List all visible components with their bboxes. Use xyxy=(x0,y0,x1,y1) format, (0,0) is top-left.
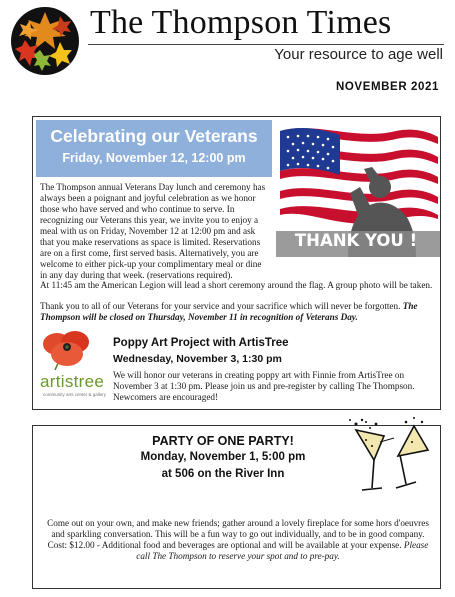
tagline: Your resource to age well xyxy=(274,46,443,63)
poppy-paragraph: We will honor our veterans in creating poppy art with Finnie from ArtisTree on November 3 at 1:30 pm. Please join us and pre-register by calling The Thompson. Newcomers are encouraged! xyxy=(113,370,415,402)
veterans-date: Friday, November 12, 12:00 pm xyxy=(62,151,246,165)
party-date: Monday, November 1, 5:00 pm xyxy=(140,451,306,463)
veterans-title: Celebrating our Veterans xyxy=(50,126,258,146)
poppy-title: Poppy Art Project with ArtisTree xyxy=(113,337,289,349)
party-paragraph xyxy=(47,518,429,562)
party-location: at 506 on the River Inn xyxy=(161,468,285,480)
veterans-article xyxy=(32,116,441,410)
title-divider xyxy=(88,44,444,45)
poppy-date: Wednesday, November 3, 1:30 pm xyxy=(113,353,282,365)
party-description: Come out on your own, and make new friends; gather around a lovely fireplace for some hors d'oeuvres and sparkling conversation. This will be a fun way to go out individually, and to be in good company. Cost: $12.00 - Additional food and beverages are optional and will be available at your expense. xyxy=(47,518,429,550)
thank-you-banner: THANK YOU ! xyxy=(294,231,418,250)
veterans-header xyxy=(36,120,272,177)
issue-date: NOVEMBER 2021 xyxy=(335,81,439,93)
autumn-leaves-logo-icon xyxy=(10,6,80,76)
veterans-thanks-text: Thank you to all of our Veterans for your service and your sacrifice which will never be forgotten. xyxy=(40,301,401,311)
newsletter-title: The Thompson Times xyxy=(90,4,392,41)
party-reservation-note: Please call The Thompson to reserve your spot and to pre-pay. xyxy=(136,540,429,561)
artistree-logo: artistree xyxy=(40,372,105,391)
veterans-paragraph-1: The Thompson annual Veterans Day lunch and ceremony has always been a poignant and joyful celebration as we honor those who have served and who continue to serve. In recognizing our Veterans this year, we invite you to enjoy a meal with us on Friday, November 12 at 12:00 pm and ask that you make reservations as space is limited. Reservations are on a first come, first served basis. Alternatively, you are welcome to either pick-up your complimentary meal or dine in any day during that week. (reservations required). xyxy=(40,182,266,280)
masthead xyxy=(0,0,455,80)
party-article xyxy=(32,425,441,589)
veterans-paragraph-3 xyxy=(40,301,435,323)
poppy-flower-icon xyxy=(41,330,101,372)
artistree-tagline: community arts center & gallery xyxy=(43,392,107,397)
veterans-paragraph-2: At 11:45 am the American Legion will lead a short ceremony around the flag. A group photo will be taken. xyxy=(40,280,433,290)
closure-notice: The Thompson will be closed on Thursday, November 11 in recognition of Veterans Day. xyxy=(40,301,418,322)
party-title: PARTY OF ONE PARTY! xyxy=(152,434,294,448)
